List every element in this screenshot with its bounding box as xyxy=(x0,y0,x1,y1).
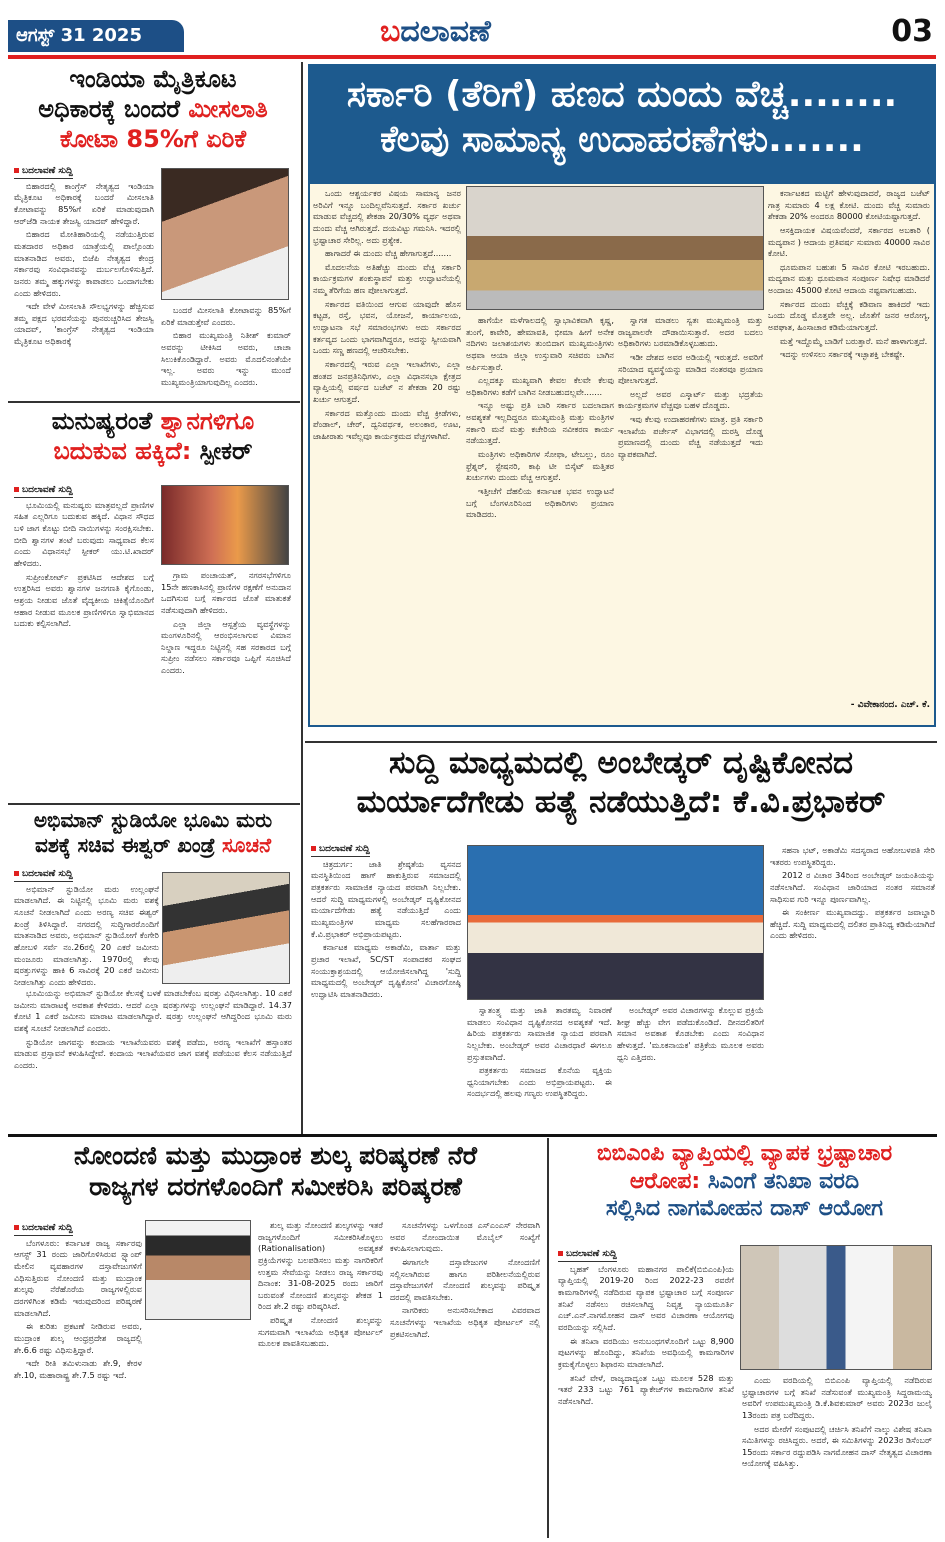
story-divider xyxy=(8,401,300,403)
paragraph: ಇಡೀ ದೇಶದ ಅವರ ಅಡಿಯಲ್ಲಿ ಇರುತ್ತದೆ. ಅವರಿಗೆ ಸರಿಯಾದ ವ್ಯವಸ್ಥೆಯನ್ನು ಮಾಡಿದ ನಂತರವೂ ಪ್ರಯಾಣ ಪೋಲಾಗುತ್ತದೆ. xyxy=(618,351,763,386)
story-headline xyxy=(305,744,937,822)
article-column xyxy=(768,188,930,698)
paragraph: ಒಂದು ಆಶ್ಚರ್ಯಕರ ವಿಷಯ ಸಾಮಾನ್ಯ ಜನರ ಅರಿವಿಗೆ ಇನ್ನೂ ಬಂದಿಲ್ಲವೆನಿಸುತ್ತದೆ. ಸರ್ಕಾರ ಖರ್ಚು ಮಾಡುವ ವೆಚ್ಚದಲ್ಲಿ ಶೇಕಡಾ 20/30% ವ್ಯರ್ಥ ಅಥವಾ ದುಂದು ವೆಚ್ಚ ಆಗಿರುತ್ತದೆ. ದಯವಿಟ್ಟು ಗಮನಿಸಿ. ಇದರಲ್ಲಿ ಭ್ರಷ್ಟಾಚಾರ ಸೇರಿಲ್ಲ. ಅದು ಪ್ರತ್ಯೇಕ. xyxy=(313,188,461,245)
byline: ಬದಲಾವಣೆ ಸುದ್ದಿ xyxy=(14,868,73,882)
paragraph: ಗ್ರಾಮ ಪಂಚಾಯತ್, ನಗರಸಭೆಗಳಿಗೂ 15ನೇ ಹಣಕಾಸಿನಲ್ಲಿ ಪ್ರಾಣಿಗಳ ರಕ್ಷಣೆಗೆ ಅನುದಾನ ಒದಗಿಸುವ ಬಗ್ಗೆ ಸರ್ಕಾರದ ಜೊತೆ ಮಾತುಕತೆ ನಡೆಸುವುದಾಗಿ ಹೇಳಿದರು. xyxy=(161,570,291,615)
paragraph: ಈಗಾಗಲೇ ದಸ್ತಾವೇಜುಗಳ ನೋಂದಣಿಗೆ ಸಲ್ಲಿಸಲಾಗಿರುವ ಹಾಗೂ ಪರಿಶೀಲನೆಯಲ್ಲಿರುವ ದಸ್ತಾವೇಜುಗಳಿಗೆ ನೋಂದಣಿ ಶುಲ್ಕವನ್ನು ಪರಿಷ್ಕೃತ ದರದಲ್ಲಿ ಪಾವತಿಸಬೇಕು. xyxy=(390,1256,540,1302)
politician-photo xyxy=(161,168,289,300)
paragraph: ಮತ್ತೆ ಇದ್ದೊಮ್ಮೆ ಬಾಡಿಗೆ ಬರುತ್ತಾರೆ. ಮನೆ ಹಾಳಾಗುತ್ತದೆ. xyxy=(780,335,928,346)
paragraph: ಇದೇ ವೇಳೆ ಮೀಸಲಾತಿ ಸೌಲಭ್ಯಗಳನ್ನು ಹೆಚ್ಚಿಸುವ ತಮ್ಮ ಪಕ್ಷದ ಭರವಸೆಯನ್ನು ಪುನರುಚ್ಚರಿಸಿದ ತೇಜಸ್ವಿ ಯಾದವ್, 'ಕಾಂಗ್ರೆಸ್ ನೇತೃತ್ವದ ಇಂಡಿಯಾ ಮೈತ್ರಿಕೂಟ ಅಧಿಕಾರಕ್ಕೆ xyxy=(14,301,154,347)
section-divider xyxy=(8,1134,937,1137)
headline-line: ಸಿಎಂಗೆ ತನಿಖಾ ವರದಿ xyxy=(707,1168,860,1194)
byline: ಬದಲಾವಣೆ ಸುದ್ದಿ xyxy=(311,843,370,857)
logo-first-letter: ಬ xyxy=(380,14,401,49)
headline-line: ವಶಕ್ಕೆ ಸಚಿವ ಈಶ್ವರ್ ಖಂಡ್ರೆ xyxy=(34,833,223,857)
official-photo xyxy=(145,1220,251,1320)
article-column xyxy=(770,845,935,1127)
paragraph: ಮೊದಲನೆಯ ಅತಿಹೆಚ್ಚು ದುಂದು ವೆಚ್ಚ ಸರ್ಕಾರಿ ಕಾರ್ಯಕ್ರಮಗಳ ಶಂಕುಸ್ಥಾಪನೆ ಮತ್ತು ಉದ್ಘಾಟನೆಯಲ್ಲಿ ನಮ್ಮ ತೆರಿಗೆಯ ಹಣ ಪೋಲಾಗುತ್ತದೆ. xyxy=(313,261,461,296)
paragraph: ಇವು ಕೆಲವು ಉದಾಹರಣೆಗಳು ಮಾತ್ರ. ಪ್ರತಿ ಸರ್ಕಾರಿ ಇಲಾಖೆಯ ಪರ್ಚೇಸ್ ವಿಭಾಗದಲ್ಲಿ ದುರಸ್ತಿ ದೊಡ್ಡ ಪ್ರಮಾಣದಲ್ಲಿ ದುಂದು ವೆಚ್ಚ ನಡೆಯುತ್ತದೆ ಇದು ವ್ಯಾಪಕವಾಗಿದೆ. xyxy=(618,414,763,460)
article-column xyxy=(466,315,614,723)
paragraph: ಸರ್ಕಾರದ ವತಿಯಿಂದ ಆಗುವ ಯಾವುದೇ ಹೊಸ ಕಟ್ಟಡ, ರಸ್ತೆ, ಭವನ, ಯೋಜನೆ, ಕಾರ್ಯಾಲಯ, ಉದ್ಘಾಟನಾ ಸಭೆ ಸಮಾರಂಭಗಳು ಅದು ಸರ್ಕಾರದ ಕರ್ತವ್ಯದ ಒಂದು ಭಾಗವಾಗಿದ್ದರೂ, ಅದನ್ನು ಸ್ವೀಯವಾಗಿ ಒಂದು ಸಣ್ಣ ಹಣದಲ್ಲಿ ಆಚರಿಸಬೇಕು. xyxy=(313,298,461,356)
paragraph: ಈ ಸಂಕೀರ್ಣ ಮುಖ್ಯವಾದದ್ದು. ಪತ್ರಕರ್ತರ ಜವಾಬ್ದಾರಿ ಹೆಚ್ಚಿದೆ. ಸುದ್ದಿ ಮಾಧ್ಯಮದಲ್ಲಿ ದಲಿತರ ಪ್ರಾತಿನಿಧ್ಯ ಕಡಿಮೆಯಾಗಿದೆ ಎಂದು ಹೇಳಿದರು. xyxy=(770,907,935,941)
headline-line: ಕೆಲವು ಸಾಮಾನ್ಯ ಉದಾಹರಣೆಗಳು....... xyxy=(380,119,864,160)
paragraph: ಎಲ್ಲದಕ್ಕೂ ಮುಖ್ಯವಾಗಿ ಕೇವಲ ಕೆಲವೇ ಕೆಲವು ಅಧಿಕಾರಿಗಳು ಕಡೆಗೆ ಬಾಗಿನ ನೀಡಬಹುದಲ್ಲವೇ....... xyxy=(466,375,614,397)
headline-line: ಸುದ್ದಿ ಮಾಧ್ಯಮದಲ್ಲಿ ಅಂಬೇಡ್ಕರ್ ದೃಷ್ಟಿಕೋನದ xyxy=(389,745,853,781)
headline-highlight: ಶ್ವಾನಗಳಿಗೂ xyxy=(160,407,255,435)
logo-rest: ದಲಾವಣೆ xyxy=(400,14,491,49)
paragraph: ಹಾಗಾದರೆ ಈ ದುಂದು ವೆಚ್ಚ ಹೇಗಾಗುತ್ತದೆ....... xyxy=(325,248,452,259)
masthead-logo xyxy=(380,14,491,49)
headline-line: ಸರ್ಕಾರಿ (ತೆರಿಗೆ) ಹಣದ ದುಂದು ವೆಚ್ಚ........ xyxy=(346,74,898,115)
paragraph: ಪರಿಷ್ಕೃತ ನೋಂದಣಿ ಶುಲ್ಕವನ್ನು ಸುಗಮವಾಗಿ ಇಲಾಖೆಯ ಅಧಿಕೃತ ಪೋರ್ಟಲ್ ಮೂಲಕ ಪಾವತಿಸಬಹುದು. xyxy=(258,1315,383,1349)
paragraph: ಬಿಹಾರದಲ್ಲಿ ಕಾಂಗ್ರೆಸ್ ನೇತೃತ್ವದ ಇಂಡಿಯಾ ಮೈತ್ರಿಕೂಟ ಅಧಿಕಾರಕ್ಕೆ ಬಂದರೆ ಮೀಸಲಾತಿ ಕೋಟಾವನ್ನು 85%ಗೆ ಏರಿಕೆ ಮಾಡುವುದಾಗಿ ಆರ್‌ಜೆಡಿ ನಾಯಕ ತೇಜಸ್ವಿ ಯಾದವ್ ಹೇಳಿದ್ದಾರೆ. xyxy=(14,180,154,226)
headline-line: ಅಭಿಮಾನ್ ಸ್ಟುಡಿಯೋ ಭೂಮಿ ಮರು xyxy=(33,808,273,832)
paragraph: ಎಲ್ಲಾ ಜಿಲ್ಲಾ ಆಸ್ಪತ್ರೆಯ ವ್ಯವಸ್ಥೆಗಳನ್ನು ಮಂಗಳೂರಿನಲ್ಲಿ ಆರಂಭಿಸಲಾಗುವ ವಿಮಾನ ನಿಲ್ದಾಣ ಇದ್ದರೂ ನಿಟ್ಟಿನಲ್ಲಿ ಸಹ ಸರಕಾರದ ಬಗ್ಗೆ ಸುಪ್ರೀಂ ನಡೆಸಲು ಸರ್ಕಾರವೂ ಒಪ್ಪಿಗೆ ಸೂಚಿಸಿದೆ ಎಂದರು. xyxy=(161,618,291,676)
paragraph: ಸರ್ಕಾರದ ಮತ್ತೊಂದು ದುಂದು ವೆಚ್ಚ ಕ್ರೀಡೆಗಳು, ಪೆಂಡಾಲ್, ಚೇರ್, ದ್ವನಿವರ್ಧಕ, ಅಲಂಕಾರ, ಊಟ, ಜಾಹೀರಾತು ಇವೆಲ್ಲವೂ ಕಾರ್ಯಕ್ರಮದ ವೆಚ್ಚಗಳಾಗಿವೆ. xyxy=(313,407,461,441)
header-divider xyxy=(8,55,936,59)
story-headline xyxy=(8,64,298,154)
paragraph: ಭೂಮಿಯನ್ನು ಅಭಿಮಾನ್ ಸ್ಟುಡಿಯೋ ಕೆಲಸಕ್ಕೆ ಬಳಕೆ ಮಾಡಬೇಕೆಂಬ ಷರತ್ತು ವಿಧಿಸಲಾಗಿತ್ತು. 10 ಎಕರೆ ಜಮೀನು ಮಾರಾಟಕ್ಕೆ ಅವಕಾಶ ಕೇಳಿದರು. ಆದರೆ ಎಲ್ಲಾ ಷರತ್ತುಗಳನ್ನು ಉಲ್ಲಂಘನೆ ಮಾಡಿದ್ದಾರೆ. 14.37 ಕೋಟಿ 1 ಎಕರೆ ಜಮೀನು ಮಾರಾಟ ಮಾಡಲಾಗಿದ್ದಾರೆ. ಷರತ್ತು ಉಲ್ಲಂಘನೆ ಆಗಿದ್ದರಿಂದ ಭೂಮಿ ಮರು ವಶಕ್ಕೆ ಸೂಚನೆ ನೀಡಲಾಗಿದೆ ಎಂದರು. xyxy=(14,988,292,1033)
story-divider xyxy=(8,803,300,805)
article-text xyxy=(311,859,461,1001)
byline: ಬದಲಾವಣೆ ಸುದ್ದಿ xyxy=(558,1248,617,1262)
headline-line: ರಾಜ್ಯಗಳ ದರಗಳೊಂದಿಗೆ ಸಮೀಕರಿಸಿ ಪರಿಷ್ಕರಣೆ xyxy=(89,1172,462,1202)
paragraph: ಸೂಚನೆಗಳನ್ನು ಒಳಗೊಂಡ ಎಸ್‌ಎಂಎಸ್ ನೇರವಾಗಿ ಅವರ ನೋಂದಾಯಿತ ಮೊಬೈಲ್ ಸಂಖ್ಯೆಗೆ ಕಳುಹಿಸಲಾಗುವುದು. xyxy=(390,1220,540,1254)
article-column xyxy=(742,1375,932,1537)
paragraph: ಬಂದರೆ ಮೀಸಲಾತಿ ಕೋಟಾವನ್ನು 85%ಗೆ ಏರಿಕೆ ಮಾಡುತ್ತೇವೆ ಎಂದರು. xyxy=(161,305,291,327)
headline-highlight: ಕೋಟಾ 85%ಗೆ ಏರಿಕೆ xyxy=(59,125,247,153)
paragraph: ಸುಪ್ರೀಂಕೋರ್ಟ್ ಪ್ರಕಟಿಸಿದ ಆದೇಶದ ಬಗ್ಗೆ ಉತ್ತರಿಸಿದ ಅವರು ಶ್ವಾನಗಳ ಜನಗಣತಿ ಕೈಗೊಂಡು, ಆಶ್ರಯ ನೀಡುವ ಜೊತೆ ವೈದ್ಯಕೀಯ ಚಿಕಿತ್ಸೆಯೊಂದಿಗೆ ಆಹಾರ ನೀಡುವ ಮೂಲಕ ಪ್ರಾಣಿಗಳಿಗೂ ಸ್ವಾಭಿಮಾನದ ಬದುಕು ಕಲ್ಪಿಸಲಾಗಿದೆ. xyxy=(14,571,154,629)
paragraph: ಚಿತ್ರದುರ್ಗ: ಜಾತಿ ಶ್ರೇಷ್ಠತೆಯ ವ್ಯಸನದ ಮನಸ್ಥಿತಿಯಿಂದ ಹಾಗ್ ಹಾಕುತ್ತಿರುವ ಸಮಾಜದಲ್ಲಿ ಪತ್ರಕರ್ತರು ಸಾಮಾಜಿಕ ನ್ಯಾಯದ ಪರವಾಗಿ ನಿಲ್ಲಬೇಕು. ಆದರೆ ಸುದ್ದಿ ಮಾಧ್ಯಮಗಳಲ್ಲಿ ಅಂಬೇಡ್ಕರ್ ದೃಷ್ಟಿಕೋನದ ಮರ್ಯಾದೆಗೇಡು ಹತ್ಯೆ ನಡೆಯುತ್ತಿದೆ ಎಂದು ಮುಖ್ಯಮಂತ್ರಿಗಳ ಮಾಧ್ಯಮ ಸಲಹೆಗಾರರಾದ ಕೆ.ವಿ.ಪ್ರಭಾಕರ್ ಅಭಿಪ್ರಾಯಪಟ್ಟರು. xyxy=(311,858,461,939)
paragraph: ಬಿಹಾರ ಮುಖ್ಯಮಂತ್ರಿ ನಿತೀಶ್ ಕುಮಾರ್ ಅವರನ್ನು ಟೀಕಿಸಿದ ಅವರು, ಚಾಚಾ ಸಿಲುಕಿಕೊಂಡಿದ್ದಾರೆ. ಅವರು ಮೊದಲಿನಂತೆಯೇ ಇಲ್ಲ. ಅವರು ಇನ್ನು ಮುಂದೆ ಮುಖ್ಯಮಂತ್ರಿಯಾಗುವುದಿಲ್ಲ ಎಂದರು. xyxy=(161,330,291,387)
minister-photo xyxy=(162,872,290,984)
paragraph: ಮಂತ್ರಿಗಳು ಅಧಿಕಾರಿಗಳ ಸೋಫಾ, ಟೇಬಲ್ಲು, ರೂಂ ಫ್ರೆಶ್ನರ್, ಸ್ಟೇಷನರಿ, ಕಾಫಿ ಟೀ ಬಿಸ್ಕೆಟ್ ಮತ್ತಿತರ ಖರ್ಚುಗಳು ದುಂದು ವೆಚ್ಚ ಆಗುತ್ತವೆ. xyxy=(466,449,614,483)
paragraph: 2012 ರ ವಿಚಾರ 34ರಿಂದ ಅಂಬೇಡ್ಕರ್ ಜಯಂತಿಯನ್ನು ನಡೆಸಲಾಗಿದೆ. ಸಂವಿಧಾನ ಜಾರಿಯಾದ ನಂತರ ಸಮಾನತೆ ಸಾಧಿಸುವ ಗುರಿ ಇನ್ನೂ ಪೂರ್ಣವಾಗಿಲ್ಲ. xyxy=(770,870,935,904)
article-column xyxy=(313,188,461,723)
article-column xyxy=(145,1325,253,1537)
paragraph: ಸರ್ಕಾರದ ದುಂದು ವೆಚ್ಚಕ್ಕೆ ಕಡಿವಾಣ ಹಾಕಿದರೆ ಇದು ಒಂದು ದೊಡ್ಡ ಮೊತ್ತವೇ ಅಲ್ಲ. ಜೊತೆಗೆ ಜನರ ಆರೋಗ್ಯ, ಅಪಘಾತ, ಹಿಂಸಾಚಾರ ಕಡಿಮೆಯಾಗುತ್ತದೆ. xyxy=(768,298,930,333)
article-text xyxy=(558,1264,734,1408)
paragraph: ಇದೇ ರೀತಿ ತಮಿಳುನಾಡು ಶೇ.9, ಕೇರಳ ಶೇ.10, ಮಹಾರಾಷ್ಟ್ರ ಶೇ.7.5 ರಷ್ಟು ಇದೆ. xyxy=(14,1358,142,1380)
paragraph: ಹಾಗೆಯೇ ಮಳೆಗಾಲದಲ್ಲಿ ಸ್ವಾಭಾವಿಕವಾಗಿ ಕೃಷ್ಣ, ತುಂಗೆ, ಕಾವೇರಿ, ಹೇಮಾವತಿ, ಭೀಮಾ ಹೀಗೆ ಅನೇಕ ನದಿಗಳು ಜಲಾಶಯಗಳು ತುಂಬಿದಾಗ ಮುಖ್ಯಮಂತ್ರಿಗಳು ಅಥವಾ ಆಯಾ ಜಿಲ್ಲಾ ಉಸ್ತುವಾರಿ ಸಚಿವರು ಬಾಗಿನ ಅರ್ಪಿಸುತ್ತಾರೆ. xyxy=(466,315,614,372)
paragraph: ಧೂಮಪಾನ ಬಹುಶಃ 5 ಸಾವಿರ ಕೋಟಿ ಇರಬಹುದು. ಮದ್ಯಪಾನ ಮತ್ತು ಧೂಮಪಾನ ಸಂಪೂರ್ಣ ನಿಷೇಧ ಮಾಡಿದರೆ ಅಂದಾಜು 45000 ಕೋಟಿ ಆದಾಯ ನಷ್ಟವಾಗಬಹುದು. xyxy=(768,261,930,296)
paragraph: ಸರ್ಕಾರದಲ್ಲಿ ಇರುವ ಎಲ್ಲಾ ಇಲಾಖೆಗಳು, ಎಲ್ಲಾ ಹಂತದ ಜನಪ್ರತಿನಿಧಿಗಳು, ಎಲ್ಲಾ ವಿಧಾನಸಭಾ ಕ್ಷೇತ್ರದ ವ್ಯಾಪ್ತಿಯಲ್ಲಿ ವರ್ಷದ ಬಜೆಟ್ ನ ಶೇಕಡಾ 20 ರಷ್ಟು ಖರ್ಚು ಆಗುತ್ತದೆ. xyxy=(313,358,461,404)
paragraph: ಇನ್ನೂ ಅಷ್ಟು ಪ್ರತಿ ಬಾರಿ ಸರ್ಕಾರ ಬದಲಾದಾಗ ಅವಶ್ಯಕತೆ ಇಲ್ಲದಿದ್ದರೂ ಮುಖ್ಯಮಂತ್ರಿ ಮತ್ತು ಮಂತ್ರಿಗಳ ಸರ್ಕಾರಿ ಮನೆ ಮತ್ತು ಕಚೇರಿಯ ನವೀಕರಣ ಕಾರ್ಯ ನಡೆಯುತ್ತದೆ. xyxy=(466,400,614,446)
paragraph: ತನಿಖೆ ವೇಳೆ, ರಾಜ್ಯದಾದ್ಯಂತ ಒಟ್ಟು ಮೂಲಕ 528 ಮತ್ತು ಇತರೆ 233 ಒಟ್ಟು 761 ಪ್ಯಾಕೇಜ್‌ಗಳ ಕಾಮಗಾರಿಗಳ ತನಿಖೆ ನಡೆಸಲಾಗಿದೆ. xyxy=(558,1372,734,1406)
headline-line: ಸಲ್ಲಿಸಿದ ನಾಗಮೋಹನ ದಾಸ್ ಆಯೋಗ xyxy=(605,1196,884,1221)
paragraph: ಅದರ ಮೇರೆಗೆ ಸಂಪುಟದಲ್ಲಿ ಚರ್ಚಿಸಿ ತನಿಖೆಗೆ ನಾಲ್ಕು ವಿಶೇಷ ತನಿಖಾ ಸಮಿತಿಗಳನ್ನು ರಚಿಸಿದ್ದರು. ಅದರೆ, ಈ ಸಮಿತಿಗಳನ್ನು 2023ರ ಡಿಸೆಂಬರ್ 15ರಂದು ಸರ್ಕಾರ ರದ್ದುಪಡಿಸಿ ನಾಗಮೋಹನ ದಾಸ್ ನೇತೃತ್ವದ ವಿಚಾರಣಾ ಆಯೋಗಕ್ಕೆ ವಹಿಸಿತ್ತು. xyxy=(742,1423,932,1469)
byline: ಬದಲಾವಣೆ ಸುದ್ದಿ xyxy=(14,165,73,179)
paragraph: ಕರ್ನಾಟಕ ಮಾಧ್ಯಮ ಅಕಾಡೆಮಿ, ವಾರ್ತಾ ಮತ್ತು ಪ್ರಚಾರ ಇಲಾಖೆ, SC/ST ಸಂಪಾದಕರ ಸಂಘದ ಸಂಯುಕ್ತಾಶ್ರಯದಲ್ಲಿ ಆಯೋಜಿಸಲಾಗಿದ್ದ 'ಸುದ್ದಿ ಮಾಧ್ಯಮದಲ್ಲಿ ಅಂಬೇಡ್ಕರ್ ದೃಷ್ಟಿಕೋನ' ವಿಚಾರಗೋಷ್ಠಿ ಉದ್ಘಾಟಿಸಿ ಮಾತನಾಡಿದರು. xyxy=(311,942,461,999)
story-headline xyxy=(308,64,936,182)
paragraph: ಸ್ವಾಗತ ಮಾಡಲು ಸ್ವತಃ ಮುಖ್ಯಮಂತ್ರಿ ಮತ್ತು ರಾಜ್ಯಪಾಲರೇ ದೌಡಾಯಿಸುತ್ತಾರೆ. ಅದರ ಬದಲು ಅಧಿಕಾರಿಗಳು ಬರಮಾಡಿಕೊಳ್ಳಬಹುದು. xyxy=(618,315,763,349)
headline-line: ನೋಂದಣಿ ಮತ್ತು ಮುದ್ರಾಂಕ ಶುಲ್ಕ ಪರಿಷ್ಕರಣೆ ನೆರೆ xyxy=(73,1141,478,1170)
event-photo xyxy=(467,845,764,1000)
paragraph: ಬಿಹಾರದ ಮೋತಿಹಾರಿಯಲ್ಲಿ ನಡೆಯುತ್ತಿರುವ ಮತದಾರರ ಅಧಿಕಾರ ಯಾತ್ರೆಯಲ್ಲಿ ಪಾಲ್ಗೊಂಡು ಮಾತನಾಡಿದ ಅವರು, ಬಿಜೆಪಿ ನೇತೃತ್ವದ ಕೇಂದ್ರ ಸರ್ಕಾರವು ಸಂವಿಧಾನವನ್ನು ದುರ್ಬಲಗೊಳಿಸುತ್ತಿದೆ. ಜನರು ತಮ್ಮ ಹಕ್ಕುಗಳನ್ನು ಕಾಪಾಡಲು ಒಂದಾಗಬೇಕು ಎಂದು ಹೇಳಿದರು. xyxy=(14,229,154,298)
headline-line: ಅಧಿಕಾರಕ್ಕೆ ಬಂದರೆ xyxy=(38,95,189,123)
author-credit: - ವಿವೇಕಾನಂದ. ಎಚ್. ಕೆ. xyxy=(850,700,930,710)
paragraph: ಬೃಹತ್ ಬೆಂಗಳೂರು ಮಹಾನಗರ ಪಾಲಿಕೆ(ಬಿಬಿಎಂಪಿ)ಯ ವ್ಯಾಪ್ತಿಯಲ್ಲಿ 2019-20 ರಿಂದ 2022-23 ರವರೆಗೆ ಕಾಮಗಾರಿಗಳಲ್ಲಿ ನಡೆದಿರುವ ವ್ಯಾಪಕ ಭ್ರಷ್ಟಾಚಾರ ಬಗ್ಗೆ ಸಂಪೂರ್ಣ ತನಿಖೆ ನಡೆಸಲು ರಚಿಸಲಾಗಿದ್ದ ನಿವೃತ್ತ ನ್ಯಾಯಮೂರ್ತಿ ಎಚ್.ಎನ್.ನಾಗಮೋಹನ ದಾಸ್ ಅವರ ವಿಚಾರಣಾ ಆಯೋಗವು ವರದಿಯನ್ನು ಸಲ್ಲಿಸಿದೆ. xyxy=(558,1263,734,1332)
coins-photo xyxy=(466,186,764,310)
paragraph: ಸ್ಟುಡಿಯೋ ಜಾಗವನ್ನು ಕಂದಾಯ ಇಲಾಖೆಯವರು ವಶಕ್ಕೆ ಪಡೆದು, ಅರಣ್ಯ ಇಲಾಖೆಗೆ ಹಸ್ತಾಂತರ ಮಾಡುವ ಪ್ರಸ್ತಾವನೆ ಕಳುಹಿಸಿದ್ದೇವೆ. ಕಂದಾಯ ಇಲಾಖೆಯವರ ಜಾಗ ವಶಕ್ಕೆ ಪಡೆಯುವ ಕೆಲಸ ನಡೆಯುತ್ತಿದೆ ಎಂದರು. xyxy=(14,1036,292,1070)
article-column xyxy=(467,1005,612,1127)
headline-highlight: ಬಿಬಿಎಂಪಿ ವ್ಯಾಪ್ತಿಯಲ್ಲಿ ವ್ಯಾಪಕ ಭ್ರಷ್ಟಾಚಾರ xyxy=(596,1141,893,1166)
story-divider xyxy=(305,741,937,743)
paragraph: ಸ್ವಾತಂತ್ರ್ಯ ಮತ್ತು ಜಾತಿ ತಾರತಮ್ಯ ನಿವಾರಣೆ ಮಾಡಲು ಸಂವಿಧಾನ ದೃಷ್ಟಿಕೋನದ ಅವಶ್ಯಕತೆ ಇದೆ. ಹಿರಿಯ ಪತ್ರಕರ್ತರು ಸಾಮಾಜಿಕ ನ್ಯಾಯದ ಪರವಾಗಿ ನಿಲ್ಲಬೇಕು. ಅಂಬೇಡ್ಕರ್ ಅವರ ವಿಚಾರಧಾರೆ ಈಗಲೂ ಪ್ರಸ್ತುತವಾಗಿದೆ. xyxy=(467,1005,612,1062)
paragraph: ಇದನ್ನು ಉಳಿಸಲು ಸರ್ಕಾರಕ್ಕೆ ಇಚ್ಛಾಶಕ್ತಿ ಬೇಕಷ್ಟೇ. xyxy=(780,349,905,360)
paragraph: ಪತ್ರಕರ್ತರು ಸಮಾಜದ ಕೊನೆಯ ವ್ಯಕ್ತಿಯ ಧ್ವನಿಯಾಗಬೇಕು ಎಂದು ಅಭಿಪ್ರಾಯಪಟ್ಟರು. ಈ ಸಂದರ್ಭದಲ್ಲಿ ಹಲವು ಗಣ್ಯರು ಉಪಸ್ಥಿತರಿದ್ದರು. xyxy=(467,1065,612,1099)
paragraph: ಅಭಿಮಾನ್ ಸ್ಟುಡಿಯೋ ಮರು ಉಲ್ಲಂಘನೆ ಮಾಡಲಾಗಿದೆ. ಈ ನಿಟ್ಟಿನಲ್ಲಿ ಭೂಮಿ ಮರು ವಶಕ್ಕೆ ಸೂಚನೆ ನೀಡಲಾಗಿದೆ ಎಂದು ಅರಣ್ಯ ಸಚಿವ ಈಶ್ವರ್ ಖಂಡ್ರೆ ತಿಳಿಸಿದ್ದಾರೆ. ನಗರದಲ್ಲಿ ಸುದ್ದಿಗಾರರೊಂದಿಗೆ ಮಾತನಾಡಿದ ಅವರು, ಅಭಿಮಾನ್ ಸ್ಟುಡಿಯೋಗೆ ಕೆಂಗೇರಿ ಹೋಬಳಿ ಸರ್ವೆ ನಂ.26ರಲ್ಲಿ 20 ಎಕರೆ ಜಮೀನು ಮಂಜೂರು ಮಾಡಲಾಗಿತ್ತು. 1970ರಲ್ಲಿ ಕೆಲವು ಷರತ್ತುಗಳನ್ನು ಹಾಕಿ 6 ಸಾವಿರಕ್ಕೆ 20 ಎಕರೆ ಜಮೀನು ನೀಡಲಾಗಿತ್ತು ಎಂದು ಹೇಳಿದರು. xyxy=(14,883,159,987)
article-column xyxy=(618,315,763,723)
paragraph: ಆಸಕ್ತಿದಾಯಕ ವಿಷಯವೆಂದರೆ, ಸರ್ಕಾರದ ಅಬಕಾರಿ ( ಮದ್ಯಪಾನ ) ಆದಾಯ ಪ್ರತಿವರ್ಷ ಸುಮಾರು 40000 ಸಾವಿರ ಕೋಟಿ. xyxy=(768,224,930,259)
issue-date: ಆಗಸ್ಟ್ 31 2025 xyxy=(8,20,184,52)
paragraph: ಭೂಮಿಯಲ್ಲಿ ಮನುಷ್ಯರು ಮಾತ್ರವಲ್ಲದೆ ಪ್ರಾಣಿಗಳ ಸಹಿತ ಎಲ್ಲರಿಗೂ ಬದುಕುವ ಹಕ್ಕಿದೆ. ವಿಧಾನ ಸೌಧದ ಬಳಿ ಜಾಗ ಕೊಟ್ಟು ಬೀದಿ ನಾಯಿಗಳನ್ನು ಸಂರಕ್ಷಿಸಬೇಕು. ಬೀದಿ ಶ್ವಾನಗಳ ತಂಟೆ ಬರುವುದು ಸಾಧ್ಯವಾದ ಕೆಲಸ ಎಂದು ವಿಧಾನಸಭೆ ಸ್ಪೀಕರ್ ಯು.ಟಿ.ಖಾದರ್ ಹೇಳಿದರು. xyxy=(14,499,154,568)
headline-line: ಸ್ಪೀಕರ್ xyxy=(199,437,253,465)
paragraph: ಈ ತನಿಖಾ ವರದಿಯು ಅನುಬಂಧಗಳೊಂದಿಗೆ ಒಟ್ಟು 8,900 ಪುಟಗಳನ್ನು ಹೊಂದಿದ್ದು, ತನಿಖೆಯ ಅವಧಿಯಲ್ಲಿ ಕಾಮಗಾರಿಗಳ ಕ್ರಮಕೈಗೊಳ್ಳಲು ಶಿಫಾರಸು ಮಾಡಲಾಗಿದೆ. xyxy=(558,1335,734,1369)
headline-highlight: ಸೂಚನೆ xyxy=(222,833,272,857)
article-text xyxy=(14,1238,142,1382)
paragraph: ಎಂದು ವರದಿಯಲ್ಲಿ ಬಿಬಿಎಂಪಿ ವ್ಯಾಪ್ತಿಯಲ್ಲಿ ನಡೆದಿರುವ ಭ್ರಷ್ಟಾಚಾರಗಳ ಬಗ್ಗೆ ತನಿಖೆ ನಡೆಸುವಂತೆ ಮುಖ್ಯಮಂತ್ರಿ ಸಿದ್ದರಾಮಯ್ಯ ಅವರಿಗೆ ಉಪಮುಖ್ಯಮಂತ್ರಿ ಡಿ.ಕೆ.ಶಿವಕುಮಾರ್ ಅವರು 2023ರ ಜುಲೈ 13ರಂದು ಪತ್ರ ಬರೆದಿದ್ದರು. xyxy=(742,1375,932,1420)
paragraph: ಇತ್ತೀಚೆಗೆ ದೆಹಲಿಯ ಕರ್ನಾಟಕ ಭವನ ಉದ್ಘಾಟನೆ ಬಗ್ಗೆ ಬೆಂಗಳೂರಿನಿಂದ ಅಧಿಕಾರಿಗಳು ಪ್ರಯಾಣ ಮಾಡಿದರು. xyxy=(466,485,614,520)
speaker-photo xyxy=(161,485,289,565)
paragraph: ಅಲ್ಲದೆ ಅವರ ಎಸ್ಕಾರ್ಟ್ ಮತ್ತು ಭದ್ರತೆಯ ಕಾರ್ಯಕ್ರಮಗಳ ವೆಚ್ಚವೂ ಬಹಳ ದೊಡ್ಡದು. xyxy=(618,388,763,411)
page-number: 03 xyxy=(891,14,933,49)
story-headline xyxy=(8,406,298,466)
paragraph: ಅಂಬೇಡ್ಕರ್ ಅವರ ವಿಚಾರಗಳನ್ನು ಕೊಲ್ಲುವ ಪ್ರಕ್ರಿಯೆ ಶೀಘ್ರ ಹೆಚ್ಚು ವೇಗ ಪಡೆದುಕೊಂಡಿದೆ. ದೀನದಲಿತರಿಗೆ ಸಮಾನ ಅವಕಾಶ ಕೊಡಬೇಕು ಎಂದು ಸಂವಿಧಾನ ಹೇಳುತ್ತದೆ. 'ಮೂಕನಾಯಕ' ಪತ್ರಿಕೆಯ ಮೂಲಕ ಅವರು ಧ್ವನಿ ಎತ್ತಿದರು. xyxy=(617,1005,764,1062)
byline: ಬದಲಾವಣೆ ಸುದ್ದಿ xyxy=(14,1222,73,1236)
article-column xyxy=(258,1220,383,1537)
paragraph: ಸಹನಾ ಭಟ್, ಅಕಾಡೆಮಿ ಸದಸ್ಯರಾದ ಅಹೋಬಳಪತಿ ಸೇರಿ ಇತರರು ಉಪಸ್ಥಿತರಿದ್ದರು. xyxy=(770,845,935,867)
headline-line: ಮರ್ಯಾದೆಗೇಡು ಹತ್ಯೆ ನಡೆಯುತ್ತಿದೆ: ಕೆ.ವಿ.ಪ್ರಭಾಕರ್ xyxy=(356,783,886,820)
story-headline xyxy=(8,1140,543,1203)
article-column xyxy=(390,1220,540,1537)
story-headline xyxy=(552,1140,937,1223)
column-divider xyxy=(301,62,303,1137)
paragraph: ಕರ್ನಾಟಕದ ಮಟ್ಟಿಗೆ ಹೇಳುವುದಾದರೆ, ರಾಜ್ಯದ ಬಜೆಟ್ ಗಾತ್ರ ಸುಮಾರು 4 ಲಕ್ಷ ಕೋಟಿ. ದುಂದು ವೆಚ್ಚ ಸುಮಾರು ಶೇಕಡಾ 20% ಅಂದರೂ 80000 ಕೋಟಿಯಷ್ಟಾಗುತ್ತದೆ. xyxy=(768,188,930,222)
headline-line: ಮನುಷ್ಯರಂತೆ xyxy=(51,407,161,435)
headline-highlight: ಮೀಸಲಾತಿ xyxy=(188,95,268,123)
report-handover-photo xyxy=(740,1245,932,1370)
headline-highlight: ಬದುಕುವ ಹಕ್ಕಿದೆ: xyxy=(53,437,200,465)
paragraph: ಈ ಕುರಿತು ಪ್ರಕಟಣೆ ನೀಡಿರುವ ಅವರು, ಮುದ್ರಾಂಕ ಶುಲ್ಕ ಆಂಧ್ರಪ್ರದೇಶ ರಾಜ್ಯದಲ್ಲಿ ಶೇ.6.6 ರಷ್ಟು ವಿಧಿಸುತ್ತಿದ್ದಾರೆ. xyxy=(14,1321,142,1355)
paragraph: ನಾಗರಿಕರು ಅನುಸರಿಸಬೇಕಾದ ವಿವರವಾದ ಸೂಚನೆಗಳನ್ನು ಇಲಾಖೆಯ ಅಧಿಕೃತ ಪೋರ್ಟಲ್ ನಲ್ಲಿ ಪ್ರಕಟಿಸಲಾಗಿದೆ. xyxy=(390,1305,540,1339)
headline-line: ಇಂಡಿಯಾ ಮೈತ್ರಿಕೂಟ xyxy=(69,65,237,93)
column-divider xyxy=(547,1138,549,1538)
story-headline xyxy=(8,808,298,858)
paragraph: ಶುಲ್ಕ ಮತ್ತು ನೋಂದಣಿ ಶುಲ್ಕಗಳನ್ನು ಇತರೆ ರಾಜ್ಯಗಳೊಂದಿಗೆ ಸಮೀಕರಿಸಿಕೊಳ್ಳಲು (Rationalisation) ಅವಶ್ಯಕತೆ ಪ್ರಕ್ರಿಯೆಗಳನ್ನು ಬಲಪಡಿಸಲು ಮತ್ತು ನಾಗರಿಕರಿಗೆ ಉತ್ತಮ ಸೇವೆಯನ್ನು ನೀಡಲು ರಾಜ್ಯ ಸರ್ಕಾರವು ದಿನಾಂಕ: 31-08-2025 ರಂದು ಜಾರಿಗೆ ಬರುವಂತೆ ನೋಂದಣಿ ಶುಲ್ಕವನ್ನು ಶೇಕಡ 1 ರಿಂದ ಶೇ.2 ರಷ್ಟು ಪರಿಷ್ಕರಿಸಿದೆ. xyxy=(258,1220,383,1312)
article-column xyxy=(617,1005,764,1127)
byline: ಬದಲಾವಣೆ ಸುದ್ದಿ xyxy=(14,484,73,498)
headline-highlight: ಆರೋಪ: xyxy=(629,1168,708,1194)
paragraph: ಬೆಂಗಳೂರು: ಕರ್ನಾಟಕ ರಾಜ್ಯ ಸರ್ಕಾರವು ಆಗಸ್ಟ್ 31 ರಂದು ಜಾರಿಗೊಳಿಸಿರುವ ಸ್ಟ್ಯಾಂಪ್ ಮೇಲಿನ ವ್ಯವಹಾರಗಳ ದಸ್ತಾವೇಜುಗಳಿಗೆ ವಿಧಿಸುತ್ತಿರುವ ನೋಂದಣಿ ಮತ್ತು ಮುದ್ರಾಂಕ ಶುಲ್ಕವು ನೆರೆಹೊರೆಯ ರಾಜ್ಯಗಳಲ್ಲಿರುವ ದರಗಳಿಗಿಂತ ಕಡಿಮೆ ಇರುವುದರಿಂದ ಪರಿಷ್ಕರಣೆ ಮಾಡಲಾಗಿದೆ. xyxy=(14,1237,142,1318)
